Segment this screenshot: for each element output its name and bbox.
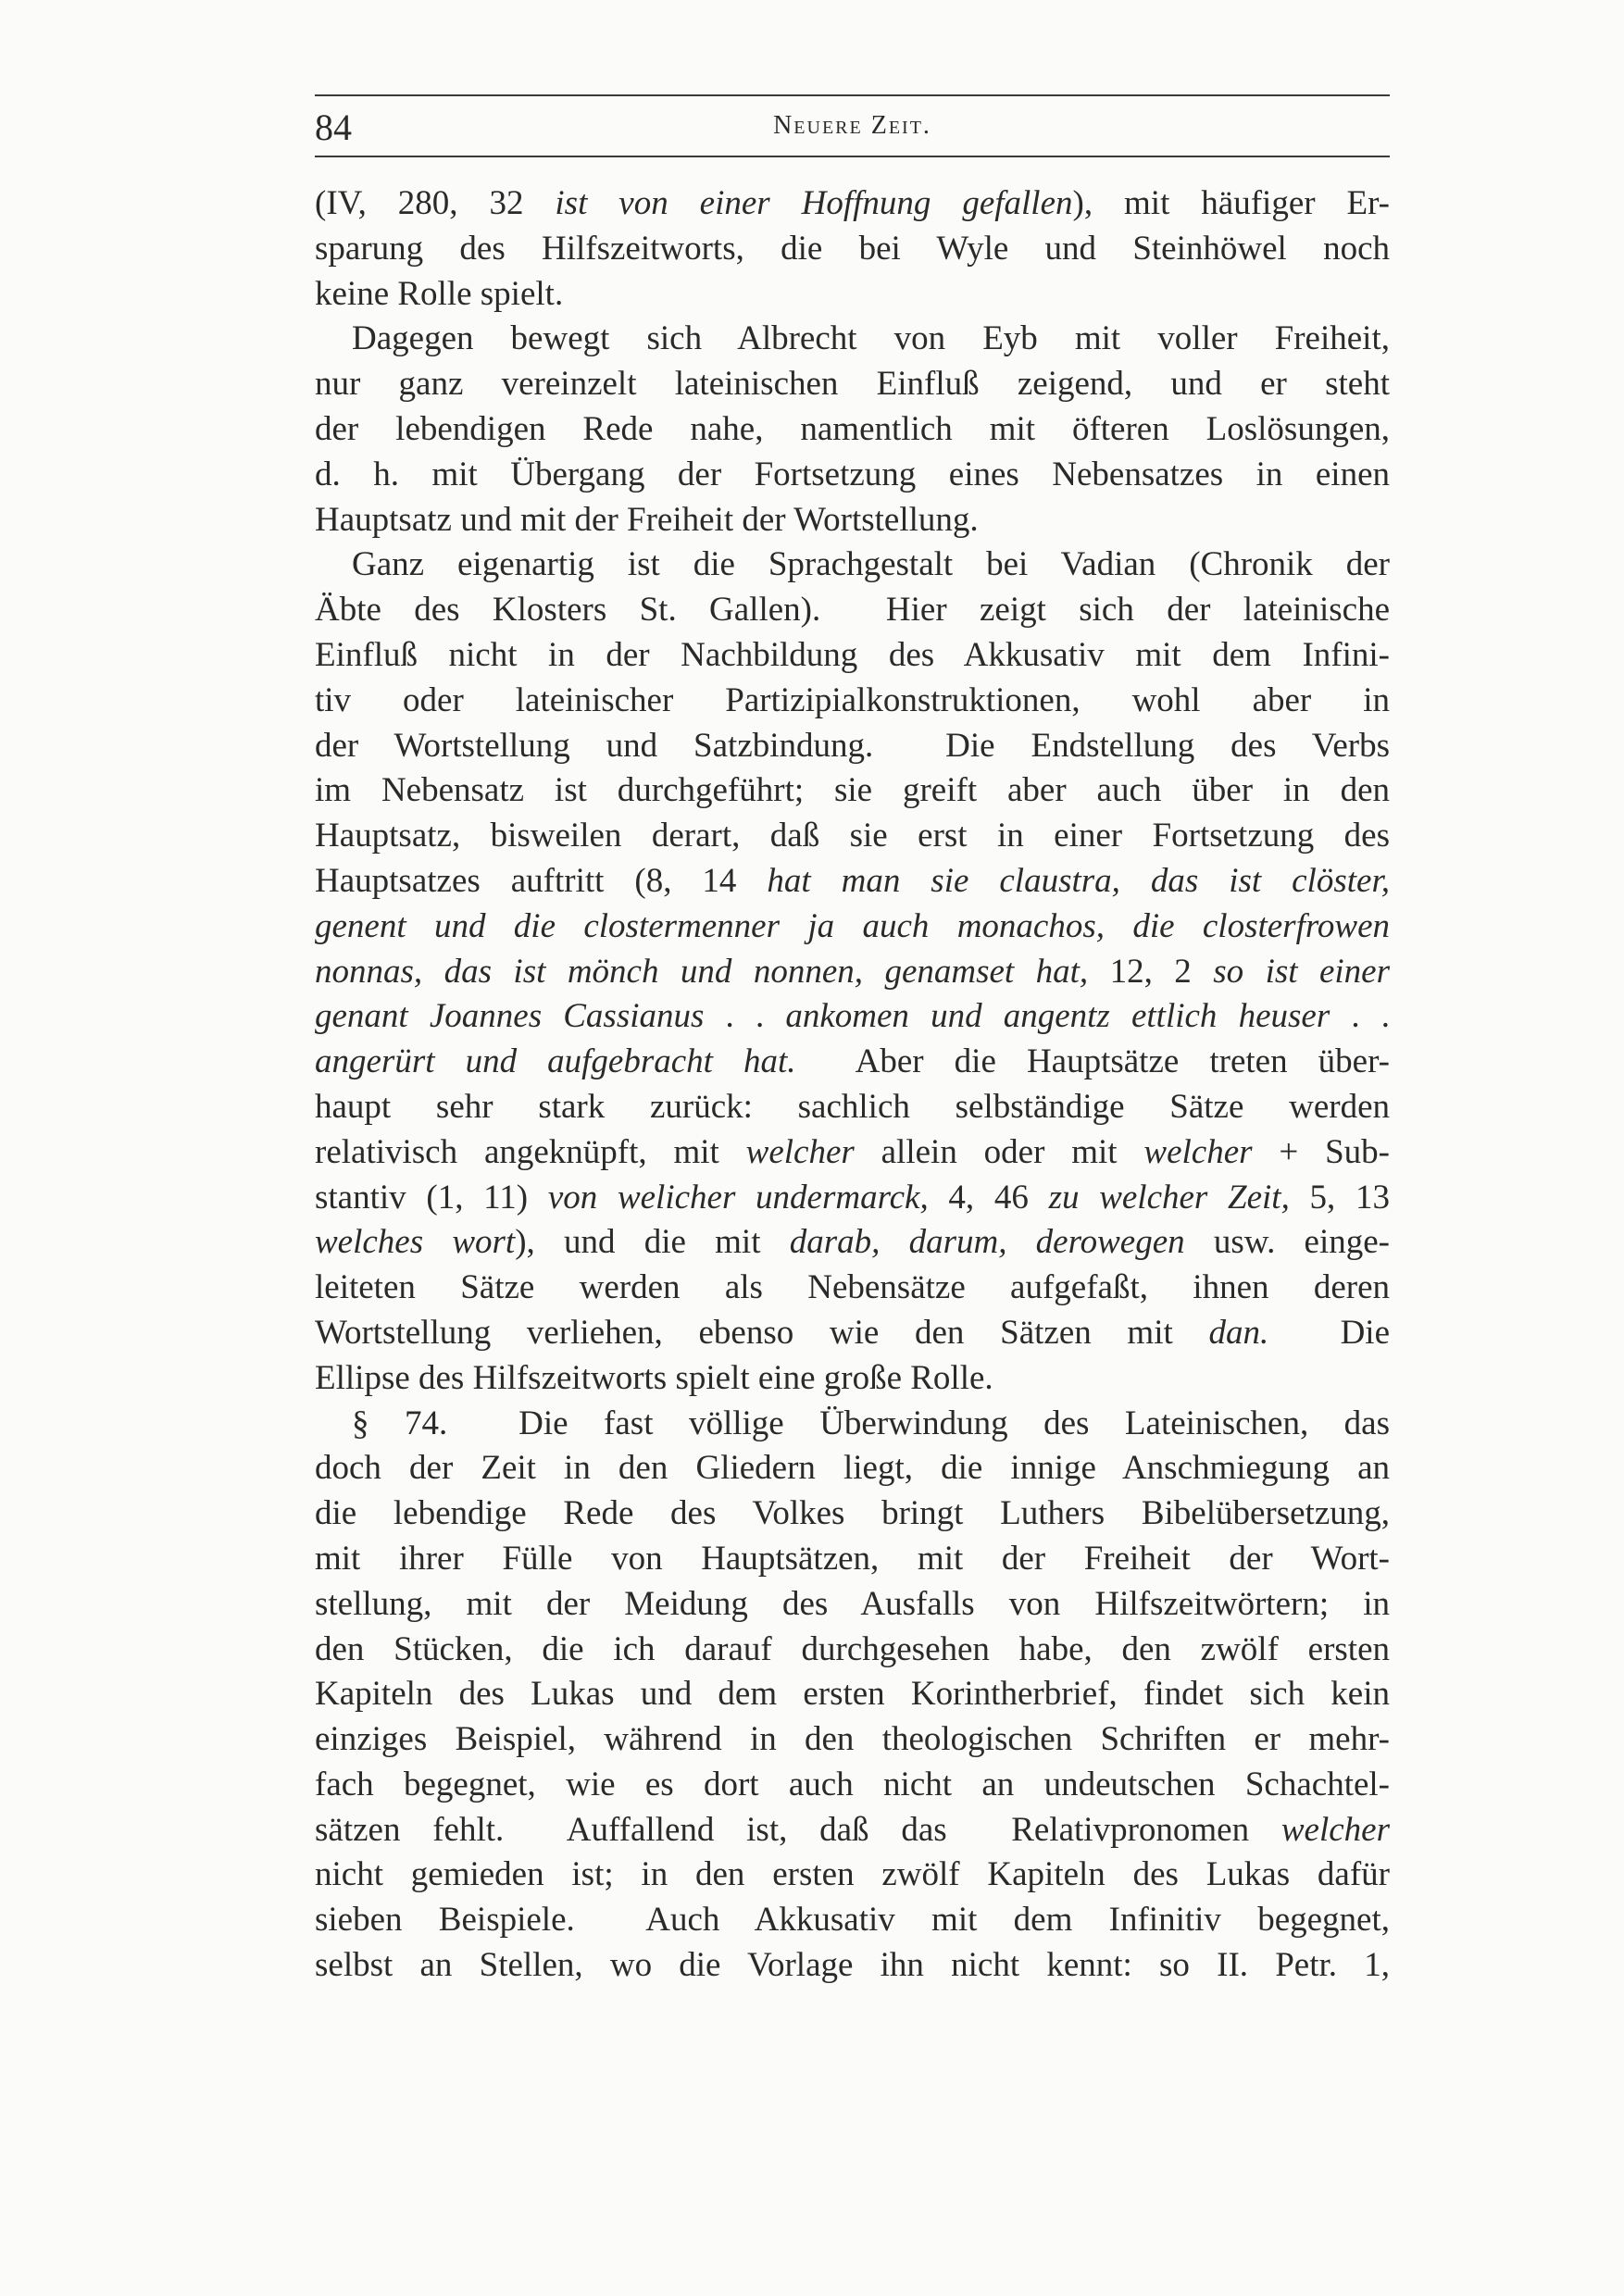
italic-quote: welcher [1280,1810,1390,1849]
italic-quote: welches wort [315,1223,516,1262]
text-segment: den Stücken, die ich darauf durchgesehen habe, den zwölf ersten [315,1629,1390,1668]
text-line [315,498,1390,543]
text-line [315,1446,1390,1491]
italic-quote: angerürt und aufgebracht hat. [315,1042,796,1081]
text-segment: sieben Beispiele. Auch Akkusativ mit dem Infinitiv begegnet, [315,1901,1390,1940]
text-segment: Wortstellung verliehen, ebenso wie den Sätzen mit [315,1313,1209,1352]
text-line [315,1582,1390,1628]
text-line [315,407,1390,453]
text-segment: (IV, 280, 32 [315,184,556,222]
text-line [315,1537,1390,1582]
text-segment: einziges Beispiel, während in den theologischen Schriften er mehr- [315,1720,1390,1759]
text-line [315,1672,1390,1717]
text-segment: d. h. mit Übergang der Fortsetzung eines Nebensatzes in einen [315,455,1390,493]
text-line [315,1266,1390,1311]
text-segment: . . [1330,997,1391,1036]
text-segment: der Wortstellung und Satzbindung. Die Endstellung des Verbs [315,726,1390,765]
text-segment: + Sub- [1252,1132,1390,1171]
italic-quote: genant Joannes Cassianus [315,997,705,1036]
text-line [315,1763,1390,1808]
text-segment: . . [704,997,786,1036]
text-segment: Aber die Hauptsätze treten über- [795,1042,1390,1081]
text-segment: usw. einge- [1184,1223,1390,1262]
text-line [315,950,1390,995]
text-line [315,1853,1390,1898]
italic-quote: so ist einer [1213,952,1390,991]
text-segment: sätzen fehlt. Auffallend ist, daß das Relativpronomen [315,1810,1281,1849]
text-segment: im Nebensatz ist durchgeführt; sie greift aber auch über in den [315,771,1390,810]
text-segment: Hauptsatz und mit der Freiheit der Wortstellung. [315,500,979,539]
text-segment: stantiv (1, 11) [315,1178,548,1217]
italic-quote: von welicher undermarck, [547,1178,929,1217]
text-line [315,272,1390,318]
italic-quote: welcher [745,1132,855,1171]
text-segment: 4, 46 [928,1178,1049,1217]
text-line [315,1130,1390,1176]
text-line [315,994,1390,1040]
italic-quote: ist von einer Hoffnung gefallen [555,184,1073,222]
text-segment: ), mit häufiger Er- [1072,184,1390,222]
italic-quote: zu welcher Zeit, [1048,1178,1290,1217]
text-segment: Einfluß nicht in der Nachbildung des Akkusativ mit dem Infini- [315,635,1390,674]
running-head: Neuere Zeit. [773,111,931,140]
text-segment: doch der Zeit in den Gliedern liegt, die innige Anschmiegung an [315,1449,1390,1488]
text-line [315,588,1390,633]
text-segment: der lebendigen Rede nahe, namentlich mit öfteren Loslösungen, [315,409,1390,448]
italic-quote: darab, darum, derowegen [789,1223,1185,1262]
text-segment: selbst an Stellen, wo die Vorlage ihn nicht kennt: so II. Petr. 1, [315,1946,1390,1985]
text-line [315,768,1390,814]
text-line [315,453,1390,498]
text-segment: die lebendige Rede des Volkes bringt Luthers Bibelübersetzung, [315,1494,1390,1533]
italic-quote: nonnas, das ist mönch und nonnen, genamset hat, [315,952,1089,991]
text-line [315,905,1390,950]
italic-quote: welcher [1143,1132,1253,1171]
header-rule-top [315,94,1390,96]
text-line [315,1491,1390,1537]
text-segment: tiv oder lateinischer Partizipialkonstruktionen, wohl aber in [315,680,1390,719]
text-line [315,1085,1390,1130]
text-line [315,679,1390,724]
italic-quote: dan. [1208,1313,1269,1352]
text-segment: allein oder mit [854,1132,1144,1171]
text-line [315,227,1390,272]
text-line [315,859,1390,905]
text-segment: 12, 2 [1088,952,1214,991]
text-line [315,1717,1390,1763]
text-line [315,1176,1390,1221]
text-segment: leiteten Sätze werden als Nebensätze aufgefaßt, ihnen deren [315,1268,1390,1307]
text-segment: Dagegen bewegt sich Albrecht von Eyb mit voller Freiheit, [352,319,1390,358]
text-line [315,1356,1390,1402]
text-line [315,317,1390,362]
italic-quote: hat man sie claustra, das ist clöster, [767,861,1390,900]
text-segment: § 74. Die fast völlige Überwindung des Lateinischen, das [352,1404,1390,1442]
text-segment: fach begegnet, wie es dort auch nicht an undeutschen Schachtel- [315,1765,1390,1803]
text-segment: nicht gemieden ist; in den ersten zwölf Kapiteln des Lukas dafür [315,1855,1390,1894]
text-line [315,1220,1390,1266]
text-line [315,1628,1390,1673]
text-segment: keine Rolle spielt. [315,274,564,313]
text-segment: Kapiteln des Lukas und dem ersten Korintherbrief, findet sich kein [315,1675,1390,1714]
text-line [315,362,1390,407]
text-line [315,814,1390,859]
text-line [315,1943,1390,1989]
header-rule-bottom [315,156,1390,157]
text-segment: mit ihrer Fülle von Hauptsätzen, mit der Freiheit der Wort- [315,1539,1390,1578]
text-segment: haupt sehr stark zurück: sachlich selbständige Sätze werden [315,1087,1390,1126]
italic-quote: ankomen und angentz ettlich heuser [785,997,1330,1036]
text-line [315,1898,1390,1943]
text-segment: ), und die mit [515,1223,790,1262]
text-segment: Ellipse des Hilfszeitworts spielt eine große Rolle. [315,1358,993,1397]
text-segment: Hauptsatz, bisweilen derart, daß sie erst in einer Fortsetzung des [315,817,1390,855]
text-line [315,1808,1390,1853]
page-number: 84 [315,106,352,148]
text-line [315,543,1390,588]
text-segment: Ganz eigenartig ist die Sprachgestalt bei Vadian (Chronik der [352,545,1390,584]
text-line [315,1402,1390,1447]
text-line [315,1311,1390,1356]
text-line [315,1040,1390,1085]
text-segment: sparung des Hilfszeitworts, die bei Wyle und Steinhöwel noch [315,229,1390,268]
text-segment: Die [1268,1313,1390,1352]
text-line [315,633,1390,679]
text-segment: nur ganz vereinzelt lateinischen Einfluß zeigend, und er steht [315,365,1390,404]
italic-quote: genent und die clostermenner ja auch monachos, die closterfrowen [315,906,1390,945]
text-line [315,181,1390,227]
text-segment: stellung, mit der Meidung des Ausfalls von Hilfszeitwörtern; in [315,1584,1390,1623]
text-segment: relativisch angeknüpft, mit [315,1132,746,1171]
text-segment: 5, 13 [1289,1178,1391,1217]
text-line [315,724,1390,769]
text-segment: Hauptsatzes auftritt (8, 14 [315,861,768,900]
text-segment: Äbte des Klosters St. Gallen). Hier zeigt sich der lateinische [315,591,1390,630]
body-text [315,181,1390,1989]
